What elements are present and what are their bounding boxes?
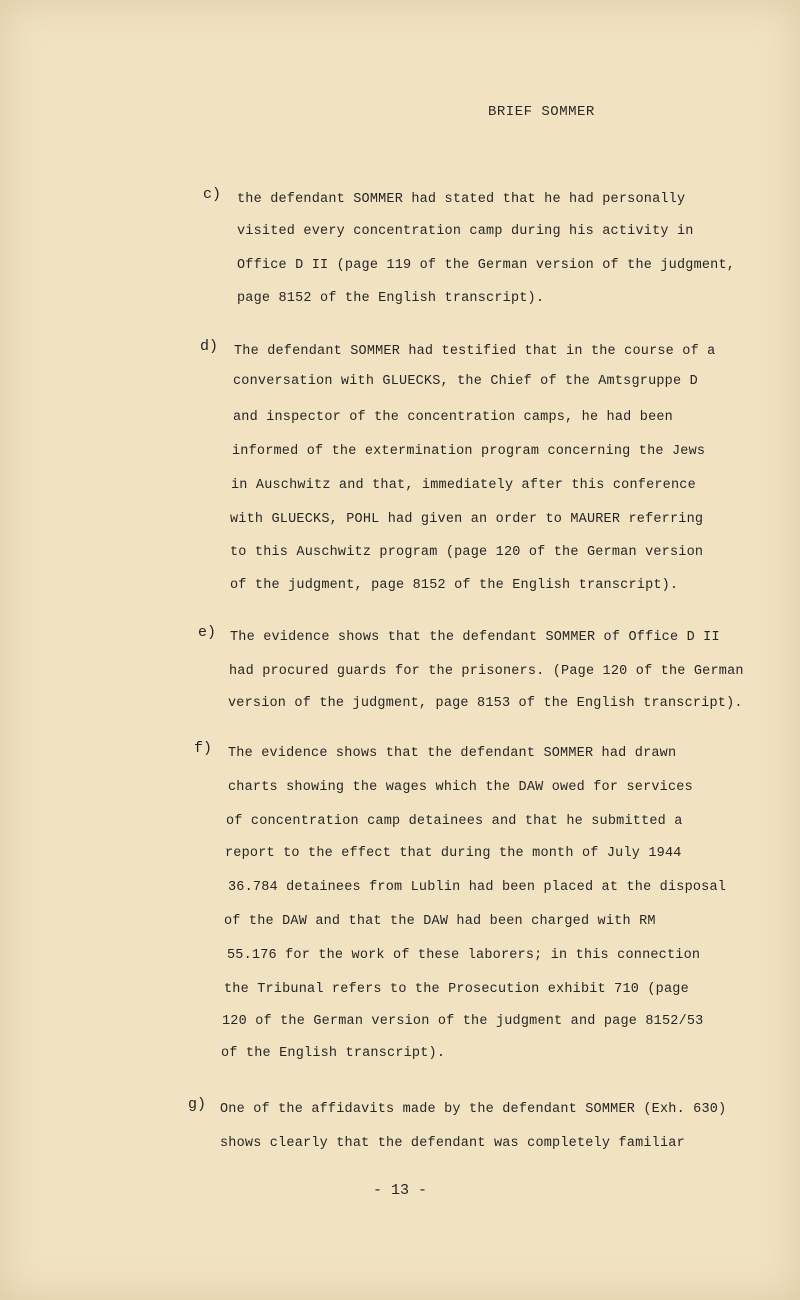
text-line: the Tribunal refers to the Prosecution exhibit 710 (page (224, 982, 689, 997)
text-line: the defendant SOMMER had stated that he had personally (237, 192, 686, 207)
text-line: page 8152 of the English transcript). (237, 291, 545, 306)
document-header: BRIEF SOMMER (488, 104, 595, 120)
text-line: 36.784 detainees from Lublin had been placed at the disposal (228, 880, 727, 895)
text-line: The evidence shows that the defendant SOMMER had drawn (228, 746, 677, 761)
text-line: The evidence shows that the defendant SOMMER of Office D II (230, 630, 720, 645)
item-label: f) (194, 740, 213, 757)
text-line: One of the affidavits made by the defendant SOMMER (Exh. 630) (220, 1102, 727, 1117)
text-line: visited every concentration camp during his activity in (237, 224, 694, 239)
text-line: informed of the extermination program concerning the Jews (232, 444, 706, 459)
text-line: to this Auschwitz program (page 120 of the German version (230, 545, 704, 560)
item-label: g) (188, 1096, 207, 1113)
text-line: of the DAW and that the DAW had been charged with RM (224, 914, 656, 929)
text-line: 120 of the German version of the judgment and page 8152/53 (222, 1014, 704, 1029)
text-line: of the judgment, page 8152 of the English transcript). (230, 578, 679, 593)
text-line: conversation with GLUECKS, the Chief of the Amtsgruppe D (233, 374, 698, 389)
text-line: Office D II (page 119 of the German version of the judgment, (237, 258, 736, 273)
item-label: c) (203, 186, 222, 203)
page-number: - 13 - (372, 1182, 427, 1199)
text-line: shows clearly that the defendant was completely familiar (220, 1136, 685, 1151)
text-line: of concentration camp detainees and that he submitted a (226, 814, 683, 829)
text-line: of the English transcript). (221, 1046, 446, 1061)
text-line: in Auschwitz and that, immediately after this conference (231, 478, 696, 493)
text-line: with GLUECKS, POHL had given an order to MAURER referring (230, 512, 704, 527)
text-line: The defendant SOMMER had testified that in the course of a (234, 344, 716, 359)
item-label: d) (200, 338, 219, 355)
text-line: version of the judgment, page 8153 of the English transcript). (228, 696, 743, 711)
text-line: had procured guards for the prisoners. (Page 120 of the German (229, 664, 744, 679)
text-line: charts showing the wages which the DAW owed for services (228, 780, 693, 795)
item-label: e) (198, 624, 217, 641)
text-line: and inspector of the concentration camps, he had been (233, 410, 673, 425)
text-line: 55.176 for the work of these laborers; in this connection (227, 948, 701, 963)
text-line: report to the effect that during the month of July 1944 (225, 846, 682, 861)
